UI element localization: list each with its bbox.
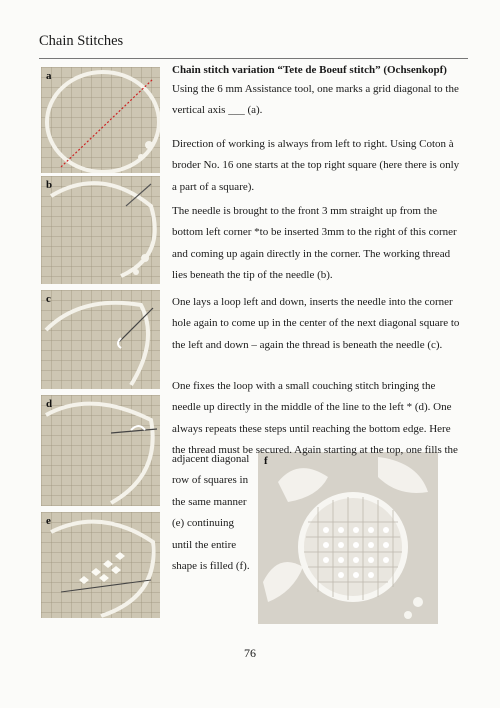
figure-label-b: b [46,179,53,191]
paragraph-loop: One lays a loop left and down, inserts the needle into the corner hole again to come up in the center of the next diagonal square to the left and down – again the thread is beneath the needle (c). [172,296,460,351]
photo-b-needle-start [41,176,160,284]
photo-a-grid-marking [41,67,160,173]
paragraph-continue: adjacent diagonal row of squares in the same manner (e) continuing until the entire shape is filled (f). [172,453,250,573]
photo-f-finished-embroidery [258,452,438,624]
running-header: Chain Stitches [39,33,124,49]
photo-c-loop [41,290,160,389]
header-rule [39,58,468,59]
figure-label-c: c [46,293,51,305]
figure-label-f: f [264,455,268,467]
paragraph-direction: Direction of working is always from left to right. Using Coton à broder No. 16 one starts at the top right square (here there is only a part of a square). [172,138,460,193]
paragraph-needle-start: The needle is brought to the front 3 mm straight up from the bottom left corner *to be inserted 3mm to the right of this corner and coming up again directly in the corner. The working thread lies beneath the tip of the needle (b). [172,205,457,282]
section-title: Chain stitch variation “Tete de Boeuf stitch” (Ochsenkopf) [172,64,447,76]
figure-label-e: e [46,515,51,527]
figure-label-a: a [46,70,52,82]
photo-d-couching [41,395,160,506]
photo-e-adjacent-row [41,512,160,618]
paragraph-couching: One fixes the loop with a small couching stitch bringing the needle up directly in the middle of the line to the left * (d). One always repeats these steps until reaching the bottom edge. Here the thread must be secured. Again starting at the top, one fills the [172,380,458,457]
figure-label-d: d [46,398,53,410]
page-number: 76 [244,646,256,660]
paragraph-grid-marking: Using the 6 mm Assistance tool, one marks a grid diagonal to the vertical axis ___ (a). [172,83,459,117]
